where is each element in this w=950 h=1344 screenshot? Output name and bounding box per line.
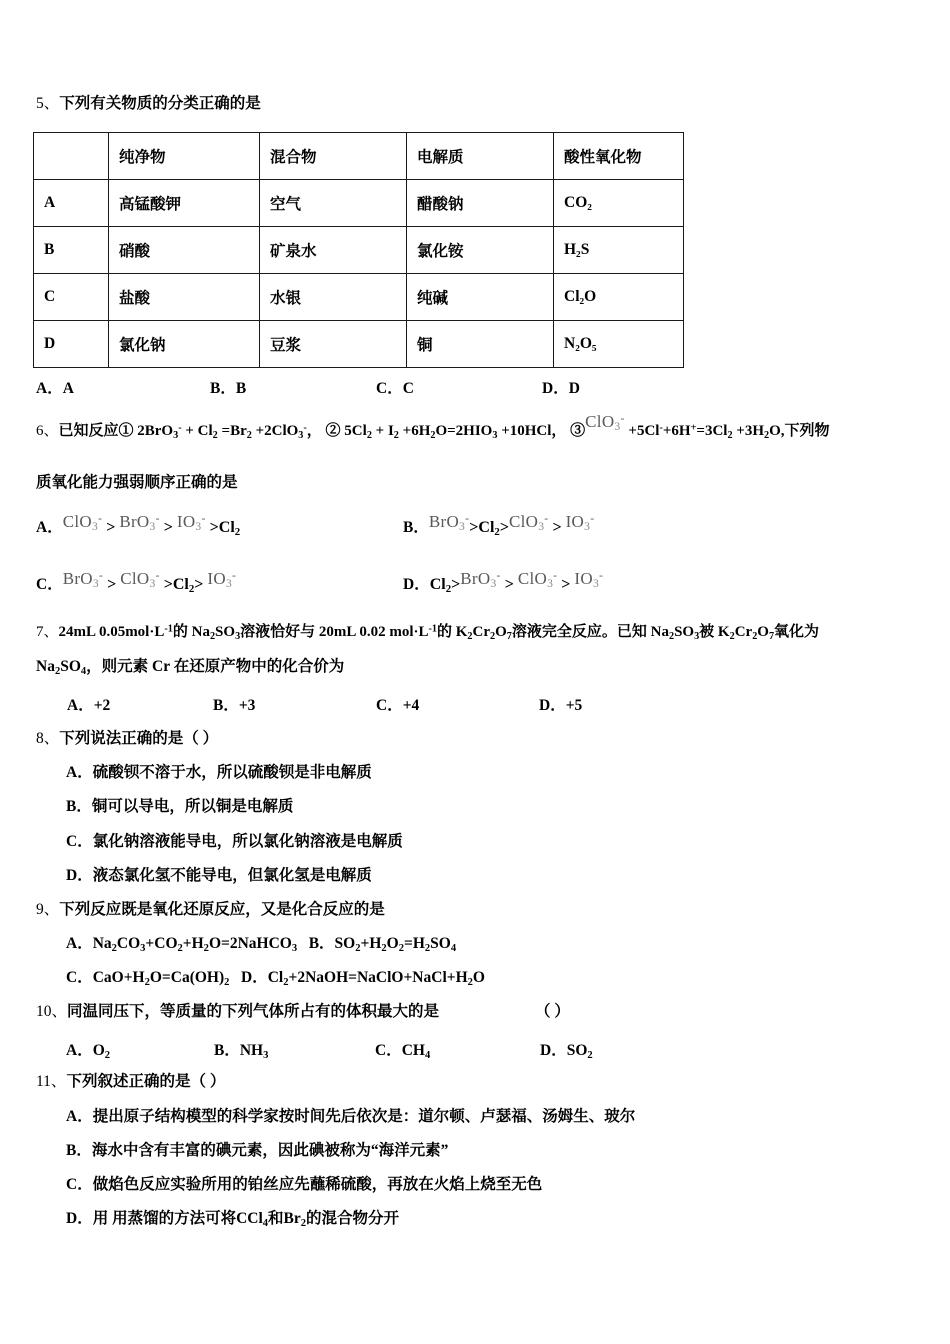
question-11-option-a[interactable]: A．提出原子结构模型的科学家按时间先后依次是：道尔顿、卢瑟福、汤姆生、玻尔 [66,1108,636,1125]
table-row-label-c: C [34,274,109,321]
question-6-number: 6、 [36,423,59,439]
question-6-option-a[interactable]: A．$ClO_3^- > BrO_3^- > IO_3^- >Cl_2$ [36,512,241,539]
table-cell-b-0: 硝酸 [109,227,260,274]
question-6-option-d[interactable]: D．$Cl_2>BrO_3^- > ClO_3^- > IO_3^-$ [403,569,604,596]
table-cell-c-0: 盐酸 [109,274,260,321]
question-9-stem: 9、下列反应既是氧化还原反应，又是化合反应的是 [36,901,385,918]
question-8-stem: 8、下列说法正确的是（ ） [36,730,219,747]
table-row [34,274,684,321]
classification-table [33,132,684,368]
question-9-option-d[interactable]: D．$Cl_2+2NaOH=NaClO+NaCl+H_2O$ [241,969,485,988]
table-cell-a-2: 醋酸钠 [407,180,554,227]
question-11-number: 11、 [36,1073,67,1090]
question-8-option-a[interactable]: A．硫酸钡不溶于水，所以硫酸钡是非电解质 [66,764,372,781]
question-7-stem-line-1: 7、24mL $0.05mol\cdot L^{-1}$的 $Na_2SO_3$溶液恰好与 20mL 0.02 $mol\cdot L^{-1}$的 $K_2Cr_2O_7$溶液完全反应。已知 $Na_2SO_3$被 $K_2Cr_2O_7$氧化为 [36,623,820,642]
question-9-option-b[interactable]: B．$SO_2+H_2O_2=H_2SO_4$ [308,935,457,954]
table-cell-b-1: 矿泉水 [260,227,407,274]
table-row-label-b: B [34,227,109,274]
question-7-number: 7、 [36,624,59,640]
question-11-stem: 11、下列叙述正确的是（ ） [36,1073,226,1090]
table-header-cell-2: 混合物 [260,133,407,180]
table-cell-c-3: Cl₂O [554,274,684,321]
question-5-option-b[interactable]: B．B [210,380,247,397]
table-row [34,180,684,227]
question-7-option-b[interactable]: B．+3 [213,697,256,714]
table-cell-a-1: 空气 [260,180,407,227]
question-6-option-b[interactable]: B．$BrO_3^->Cl_2>ClO_3^- > IO_3^-$ [403,512,595,539]
question-10-option-b[interactable]: B．$NH_3$ [214,1042,269,1061]
question-11-option-b[interactable]: B．海水中含有丰富的碘元素，因此碘被称为“海洋元素” [66,1142,449,1159]
question-5-option-d[interactable]: D．D [542,380,580,397]
question-7-option-d[interactable]: D．+5 [539,697,583,714]
question-7-option-c[interactable]: C．+4 [376,697,420,714]
question-8-option-c[interactable]: C．氯化钠溶液能导电，所以氯化钠溶液是电解质 [66,833,403,850]
question-9-number: 9、 [36,901,60,918]
question-6-stem-line-2: 质氧化能力强弱顺序正确的是 [36,474,238,491]
question-6-stem-line-1: 6、已知反应① $2BrO_3^- + Cl_2 =Br_2 +2ClO_3^-$， ② $5Cl_2 + I_2 +6H_2O=2HIO_3 +10HCl$， ③ClO$_3$- $+5Cl^-+6H^+=3Cl_2 +3H_2O$,下列物 [36,412,830,441]
question-9-option-a[interactable]: A．$Na_2CO_3+CO_2+H_2O=2NaHCO_3$ [66,935,298,954]
table-header-cell-1: 纯净物 [109,133,260,180]
table-cell-b-3: H₂S [554,227,684,274]
table-cell-c-2: 纯碱 [407,274,554,321]
question-9-option-line-1[interactable] [66,934,456,954]
question-5-option-a[interactable]: A．A [36,380,74,397]
table-row-label-a: A [34,180,109,227]
table-header-cell-3: 电解质 [407,133,554,180]
question-11-option-d[interactable]: D．用 用蒸馏的方法可将CCl$_4$和$Br_2$的混合物分开 [66,1210,400,1229]
question-11-option-c[interactable]: C．做焰色反应实验所用的铂丝应先蘸稀硫酸，再放在火焰上烧至无色 [66,1176,543,1193]
table-cell-c-1: 水银 [260,274,407,321]
question-7-stem-line-2: $Na_2SO_4$，则元素 Cr 在还原产物中的化合价为 [36,658,345,677]
table-cell-a-3: CO₂ [554,180,684,227]
question-10-stem: 10、同温同压下，等质量的下列气体所占有的体积最大的是 （ ） [36,1003,570,1020]
question-5-option-c[interactable]: C．C [376,380,414,397]
question-6-option-c[interactable]: C．$BrO_3^- > ClO_3^- >Cl_2> IO_3^-$ [36,569,237,596]
table-cell-d-0: 氯化钠 [109,321,260,368]
table-cell-d-3: N₂O₅ [554,321,684,368]
table-row [34,227,684,274]
question-10-option-a[interactable]: A．$O_2$ [66,1042,111,1061]
question-9-option-line-2[interactable] [66,968,485,988]
table-cell-b-2: 氯化铵 [407,227,554,274]
question-8-option-d[interactable]: D．液态氯化氢不能导电，但氯化氢是电解质 [66,867,372,884]
table-header-cell-4: 酸性氧化物 [554,133,684,180]
table-header-row [34,133,684,180]
question-8-number: 8、 [36,730,60,747]
question-5-number: 5、 [36,95,60,112]
question-9-option-c[interactable]: C．$CaO+H_2O=Ca(OH)_2$ [66,969,230,988]
chlorate-ion-image: ClO$_3$- [585,412,625,434]
table-cell-d-2: 铜 [407,321,554,368]
question-10-number: 10、 [36,1003,68,1020]
question-10-option-d[interactable]: D．$SO_2$ [540,1042,593,1061]
table-row [34,321,684,368]
table-header-cell-0 [34,133,109,180]
question-10-option-c[interactable]: C．$CH_4$ [375,1042,431,1061]
table-cell-d-1: 豆浆 [260,321,407,368]
question-5-stem: 5、下列有关物质的分类正确的是 [36,95,261,112]
table-row-label-d: D [34,321,109,368]
question-8-option-b[interactable]: B．铜可以导电，所以铜是电解质 [66,798,294,815]
question-10-answer-bracket: （ ） [535,1003,570,1020]
table-cell-a-0: 高锰酸钾 [109,180,260,227]
question-7-option-a[interactable]: A．+2 [67,697,111,714]
